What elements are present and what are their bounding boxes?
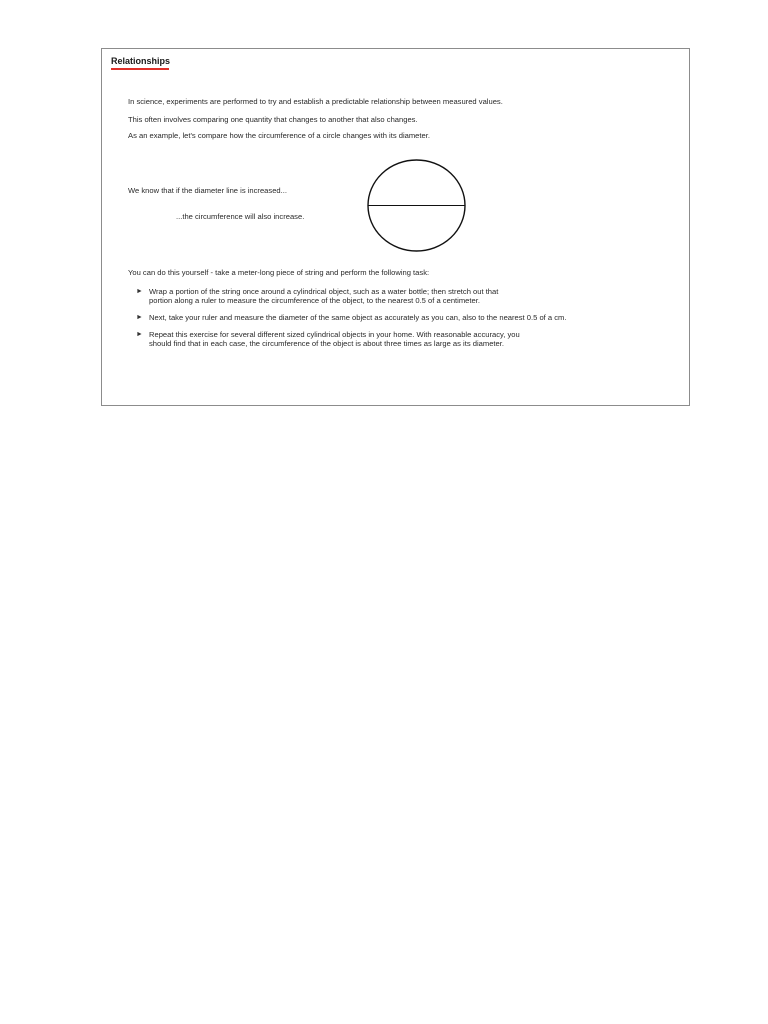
task-text-line: Repeat this exercise for several different sized cylindrical objects in your home. With reasonable accuracy, you: [149, 330, 520, 339]
task-text-line: should find that in each case, the circumference of the object is about three times as large as its diameter.: [149, 339, 504, 348]
task-list: [136, 287, 656, 348]
task-item-wrap-string: [136, 287, 656, 305]
intro-line-3: As an example, let's compare how the circumference of a circle changes with its diameter.: [128, 131, 430, 140]
task-item-repeat: [136, 330, 656, 348]
slide-title: Relationships: [111, 56, 171, 66]
title-underline: [111, 68, 169, 70]
task-text-line: portion along a ruler to measure the circumference of the object, to the nearest 0.5 of a centimeter.: [149, 296, 480, 305]
diameter-caption: We know that if the diameter line is increased...: [128, 186, 287, 195]
arrow-bullet-icon: ►: [136, 331, 143, 338]
task-text-line: Next, take your ruler and measure the diameter of the same object as accurately as you can, also to the nearest 0.5 of a cm.: [149, 313, 567, 322]
intro-line-2: This often involves comparing one quantity that changes to another that also changes.: [128, 115, 418, 124]
circumference-caption: ...the circumference will also increase.: [176, 212, 305, 221]
task-text-line: Wrap a portion of the string once around a cylindrical object, such as a water bottle; then stretch out that: [149, 287, 499, 296]
arrow-bullet-icon: ►: [136, 314, 143, 321]
circle-diagram: [366, 158, 467, 253]
arrow-bullet-icon: ►: [136, 288, 143, 295]
task-item-measure-diameter: [136, 313, 656, 322]
intro-line-1: In science, experiments are performed to try and establish a predictable relationship between measured values.: [128, 97, 503, 106]
slide-frame: [101, 48, 690, 406]
task-intro: You can do this yourself - take a meter-long piece of string and perform the following task:: [128, 268, 430, 277]
